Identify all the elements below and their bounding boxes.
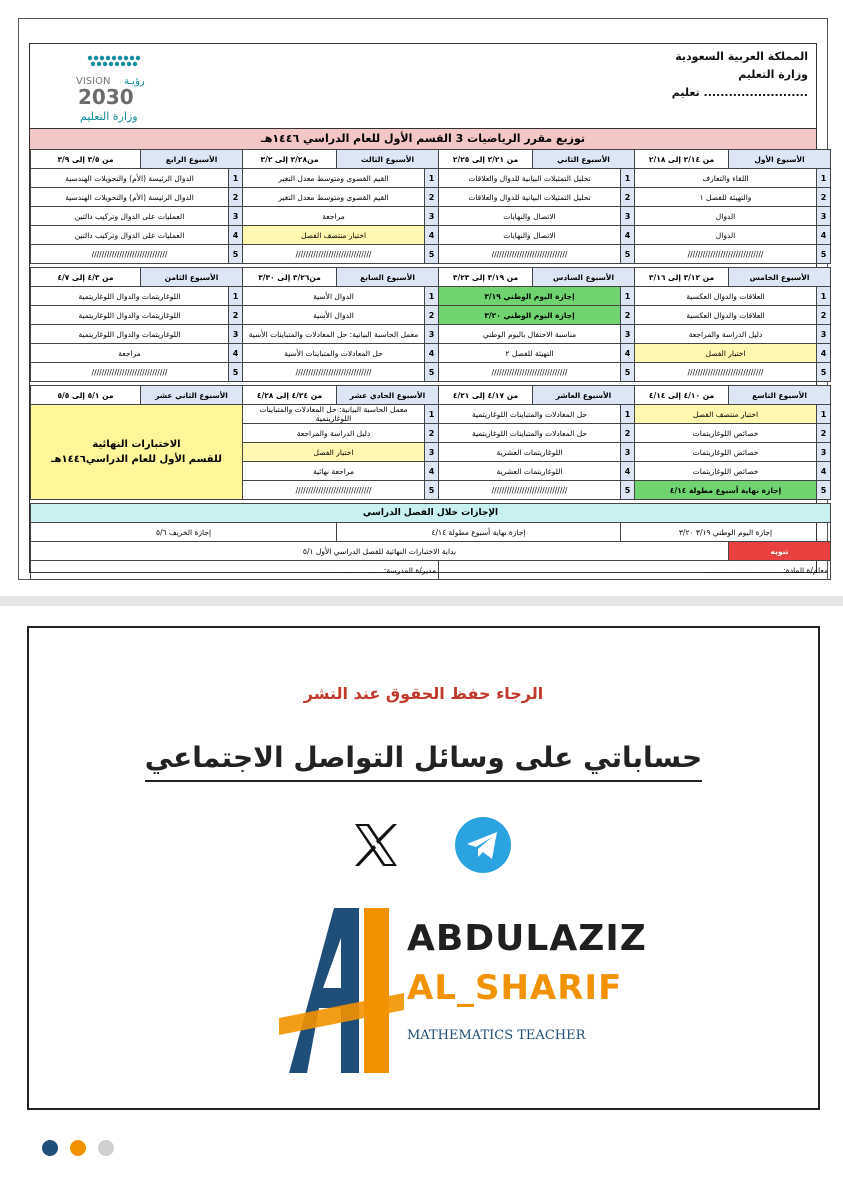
lesson-cell: //////////////////////////////	[243, 245, 425, 264]
lesson-cell: معمل الحاسبة البيانية: حل المعادلات والمتباينات اللوغاريتمية	[243, 405, 425, 424]
lesson-number: 3	[621, 207, 635, 226]
lesson-cell: العلاقات والدوال العكسية	[635, 306, 817, 325]
lesson-number: 2	[621, 424, 635, 443]
lesson-number: 3	[425, 325, 439, 344]
lesson-number: 5	[621, 481, 635, 500]
holidays-title-row	[31, 504, 831, 523]
lesson-number: 3	[425, 443, 439, 462]
lesson-number: 4	[229, 226, 243, 245]
week-dates: من ٣/١٩ إلى ٣/٢٣	[439, 268, 533, 287]
week-dates: من ٣/٥ إلى ٣/٩	[31, 150, 141, 169]
lesson-cell: الدوال الرئيسة (الأم) والتحويلات الهندسية	[31, 169, 229, 188]
lesson-number: 3	[229, 325, 243, 344]
brand-subtitle: MATHEMATICS TEACHER	[407, 1028, 586, 1043]
page-separator	[0, 596, 843, 606]
lesson-cell: اختبار منتصف الفصل	[243, 226, 425, 245]
lesson-cell: مراجعة نهائية	[243, 462, 425, 481]
lesson-cell: مراجعة	[243, 207, 425, 226]
lesson-number: 1	[817, 169, 831, 188]
lesson-cell: //////////////////////////////	[439, 481, 621, 500]
schedule-title: توزيع مقرر الرياضيات 3 القسم الأول للعام الدراسي ١٤٤٦هـ	[30, 128, 816, 150]
lesson-number: 1	[425, 287, 439, 306]
lesson-number: 1	[229, 169, 243, 188]
holiday-autumn: إجازة الخريف ٥/٦	[31, 523, 337, 542]
week-name: الأسبوع الخامس	[729, 268, 831, 287]
brand-logo	[279, 898, 647, 1078]
week-name: الأسبوع الثالث	[337, 150, 439, 169]
lesson-number: 2	[229, 306, 243, 325]
week-header-row	[31, 268, 831, 287]
week-name: الأسبوع السابع	[337, 268, 439, 287]
lesson-cell: خصائص اللوغاريتمات	[635, 424, 817, 443]
lesson-number: 5	[425, 245, 439, 264]
lesson-number: 2	[621, 188, 635, 207]
lesson-row	[31, 188, 831, 207]
week-header-row	[31, 150, 831, 169]
lesson-number: 4	[621, 226, 635, 245]
lesson-number: 5	[425, 363, 439, 382]
week-header-row	[31, 386, 831, 405]
holidays-row	[31, 523, 831, 542]
lesson-number: 3	[817, 325, 831, 344]
lesson-cell: الدوال الأسية	[243, 287, 425, 306]
lesson-number: 5	[229, 363, 243, 382]
lesson-row	[31, 245, 831, 264]
social-heading-text: حساباتي على وسائل التواصل الاجتماعي	[145, 741, 702, 782]
lesson-cell: الدوال الأسية	[243, 306, 425, 325]
lesson-cell: الدوال الرئيسة (الأم) والتحويلات الهندسية	[31, 188, 229, 207]
lesson-cell: //////////////////////////////	[635, 245, 817, 264]
schedule-frame	[29, 43, 829, 575]
lesson-row	[31, 405, 831, 424]
week-name: الأسبوع الثاني	[533, 150, 635, 169]
lesson-row	[31, 207, 831, 226]
week-name: الأسبوع الحادي عشر	[337, 386, 439, 405]
brand-name-line2: AL_SHARIF	[407, 968, 623, 1008]
final-exams-title: الاختبارات النهائية	[92, 439, 181, 450]
lesson-number: 3	[817, 443, 831, 462]
week-dates: من ٢/١٤ إلى ٢/١٨	[635, 150, 729, 169]
holiday-national: إجازة اليوم الوطني ٣/١٩ ٣/٢٠	[621, 523, 831, 542]
lesson-number: 4	[229, 344, 243, 363]
lesson-number: 2	[817, 306, 831, 325]
week-name: الأسبوع الأول	[729, 150, 831, 169]
lesson-number: 4	[425, 226, 439, 245]
lesson-cell: تحليل التمثيلات البيانية للدوال والعلاقات	[439, 169, 621, 188]
lesson-cell: إجازة اليوم الوطني ٣/١٩	[439, 287, 621, 306]
lesson-cell: الدوال	[635, 207, 817, 226]
lesson-number: 5	[817, 363, 831, 382]
lesson-cell: مناسبة الاحتفال باليوم الوطني	[439, 325, 621, 344]
lesson-number: 2	[425, 306, 439, 325]
lesson-cell: إجازة اليوم الوطني ٣/٢٠	[439, 306, 621, 325]
week-name: الأسبوع العاشر	[533, 386, 635, 405]
lesson-number: 4	[425, 344, 439, 363]
brand-name-line1: ABDULAZIZ	[407, 918, 647, 959]
lesson-cell: //////////////////////////////	[243, 481, 425, 500]
holidays-title: الإجازات خلال الفصل الدراسي	[31, 504, 831, 523]
lesson-cell: //////////////////////////////	[439, 245, 621, 264]
lesson-number: 1	[425, 169, 439, 188]
lesson-cell: حل المعادلات والمتباينات اللوغاريتمية	[439, 424, 621, 443]
lesson-cell: //////////////////////////////	[635, 363, 817, 382]
lesson-number: 1	[621, 405, 635, 424]
week-name: الأسبوع التاسع	[729, 386, 831, 405]
lesson-number: 5	[621, 245, 635, 264]
lesson-cell: والتهيئة للفصل ١	[635, 188, 817, 207]
week-name: الأسبوع الثامن	[141, 268, 243, 287]
lesson-cell: اللوغاريتمات والدوال اللوغاريتمية	[31, 287, 229, 306]
x-icon[interactable]	[349, 818, 403, 872]
lesson-number: 1	[425, 405, 439, 424]
lesson-row	[31, 287, 831, 306]
final-exams-subtitle: للقسم الأول للعام الدراسي١٤٤٦هـ	[51, 454, 222, 465]
teacher-signature: معلم/ة المادة:.................................	[439, 561, 831, 580]
lesson-cell: الدوال	[635, 226, 817, 245]
lesson-cell: العمليات على الدوال وتركيب دالتين	[31, 207, 229, 226]
lesson-cell: اللقاء والتعارف	[635, 169, 817, 188]
lesson-row	[31, 325, 831, 344]
lesson-cell: اللوغاريتمات العشرية	[439, 462, 621, 481]
education-label: تعليم .........................	[671, 86, 808, 99]
lesson-cell: //////////////////////////////	[439, 363, 621, 382]
lesson-number: 4	[817, 226, 831, 245]
lesson-number: 1	[621, 287, 635, 306]
lesson-number: 4	[425, 462, 439, 481]
lesson-cell: //////////////////////////////	[31, 245, 229, 264]
lesson-cell: حل المعادلات والمتباينات الأسية	[243, 344, 425, 363]
brand-monogram-icon	[279, 898, 409, 1078]
lesson-cell: مراجعة	[31, 344, 229, 363]
lesson-cell: خصائص اللوغاريتمات	[635, 462, 817, 481]
logo-vision-text: VISION	[76, 76, 111, 87]
lesson-cell: الاتصال والنهايات	[439, 207, 621, 226]
sheet-header	[30, 44, 816, 128]
lesson-cell: خصائص اللوغاريتمات	[635, 443, 817, 462]
lesson-number: 4	[817, 462, 831, 481]
lesson-cell: العمليات على الدوال وتركيب دالتين	[31, 226, 229, 245]
lesson-number: 4	[621, 344, 635, 363]
pagination-dot[interactable]	[70, 1140, 86, 1156]
lesson-row	[31, 344, 831, 363]
lesson-cell: دليل الدراسة والمراجعة	[243, 424, 425, 443]
week-name: الأسبوع الرابع	[141, 150, 243, 169]
lesson-cell: الاتصال والنهايات	[439, 226, 621, 245]
pagination-dot[interactable]	[42, 1140, 58, 1156]
lesson-cell: تحليل التمثيلات البيانية للدوال والعلاقات	[439, 188, 621, 207]
lesson-number: 5	[621, 363, 635, 382]
lesson-cell: اللوغاريتمات والدوال اللوغاريتمية	[31, 325, 229, 344]
lesson-cell: اختبار الفصل	[635, 344, 817, 363]
pagination-dot[interactable]	[98, 1140, 114, 1156]
lesson-number: 2	[817, 188, 831, 207]
telegram-icon[interactable]	[453, 815, 513, 875]
lesson-number: 4	[817, 344, 831, 363]
lesson-number: 5	[817, 245, 831, 264]
kingdom-label: المملكة العربية السعودية	[675, 50, 808, 63]
week-name: الأسبوع الثاني عشر	[141, 386, 243, 405]
lesson-number: 3	[229, 207, 243, 226]
lesson-number: 5	[229, 245, 243, 264]
logo-arabic-text: رؤيـة	[124, 76, 145, 87]
note-label: تنويه	[729, 542, 831, 561]
lesson-cell: التهيئة للفصل ٢	[439, 344, 621, 363]
signature-row	[31, 561, 831, 580]
lesson-number: 1	[817, 287, 831, 306]
lesson-number: 1	[229, 287, 243, 306]
note-row	[31, 542, 831, 561]
promo-card	[27, 626, 820, 1110]
schedule-table	[30, 149, 831, 580]
lesson-number: 3	[621, 443, 635, 462]
lesson-cell: القيم القصوى ومتوسط معدل التغير	[243, 169, 425, 188]
principal-signature: مدير/ة المدرسة:...........................	[31, 561, 439, 580]
lesson-cell: حل المعادلات والمتباينات اللوغاريتمية	[439, 405, 621, 424]
week-name: الأسبوع السادس	[533, 268, 635, 287]
lesson-number: 3	[425, 207, 439, 226]
lesson-cell: دليل الدراسة والمراجعة	[635, 325, 817, 344]
lesson-cell: معمل الحاسبة البيانية: حل المعادلات والمتباينات الأسية	[243, 325, 425, 344]
week-dates: من ٤/٢٤ إلى ٤/٢٨	[243, 386, 337, 405]
lesson-cell: اللوغاريتمات والدوال اللوغاريتمية	[31, 306, 229, 325]
lesson-number: 2	[621, 306, 635, 325]
week-dates: من٢/٢٨ إلى ٣/٢	[243, 150, 337, 169]
lesson-number: 4	[621, 462, 635, 481]
lesson-cell: القيم القصوى ومتوسط معدل التغير	[243, 188, 425, 207]
lesson-number: 2	[425, 424, 439, 443]
vision-2030-logo	[60, 50, 170, 124]
logo-ministry-text: وزارة التعليم	[80, 110, 138, 123]
social-heading	[29, 741, 818, 782]
week-dates: من ٤/١٧ إلى ٤/٢١	[439, 386, 533, 405]
lesson-number: 1	[621, 169, 635, 188]
lesson-cell: اختبار منتصف الفصل	[635, 405, 817, 424]
lesson-row	[31, 363, 831, 382]
ministry-label: وزارة التعليم	[738, 68, 808, 81]
lesson-number: 1	[817, 405, 831, 424]
lesson-number: 2	[817, 424, 831, 443]
lesson-number: 5	[425, 481, 439, 500]
finals-start-note: بداية الاختبارات النهائية للفصل الدراسي الأول ٥/١	[31, 542, 729, 561]
lesson-row	[31, 306, 831, 325]
holiday-weekend: إجازة نهاية أسبوع مطولة ٤/١٤	[337, 523, 621, 542]
lesson-cell: إجازة نهاية أسبوع مطولة ٤/١٤	[635, 481, 817, 500]
lesson-number: 3	[817, 207, 831, 226]
logo-year-text: 2030	[78, 85, 134, 109]
week-dates: من ٤/٣ إلى ٤/٧	[31, 268, 141, 287]
lesson-cell: العلاقات والدوال العكسية	[635, 287, 817, 306]
lesson-number: 2	[229, 188, 243, 207]
week-dates: من ٤/١٠ إلى ٤/١٤	[635, 386, 729, 405]
lesson-number: 2	[425, 188, 439, 207]
lesson-row	[31, 169, 831, 188]
week-dates: من ٥/١ إلى ٥/٥	[31, 386, 141, 405]
lesson-number: 3	[621, 325, 635, 344]
lesson-cell: اللوغاريتمات العشرية	[439, 443, 621, 462]
week-dates: من ٢/٢١ إلى ٢/٢٥	[439, 150, 533, 169]
lesson-row	[31, 226, 831, 245]
lesson-number: 5	[817, 481, 831, 500]
schedule-sheet	[18, 18, 828, 580]
lesson-cell: //////////////////////////////	[243, 363, 425, 382]
week-dates: من٣/٢٦ إلى ٣/٣٠	[243, 268, 337, 287]
rights-notice: الرجاء حفظ الحقوق عند النشر	[303, 684, 544, 703]
week-dates: من ٣/١٢ إلى ٣/١٦	[635, 268, 729, 287]
lesson-cell: اختبار الفصل	[243, 443, 425, 462]
lesson-cell: //////////////////////////////	[31, 363, 229, 382]
final-exams-box	[31, 405, 243, 500]
